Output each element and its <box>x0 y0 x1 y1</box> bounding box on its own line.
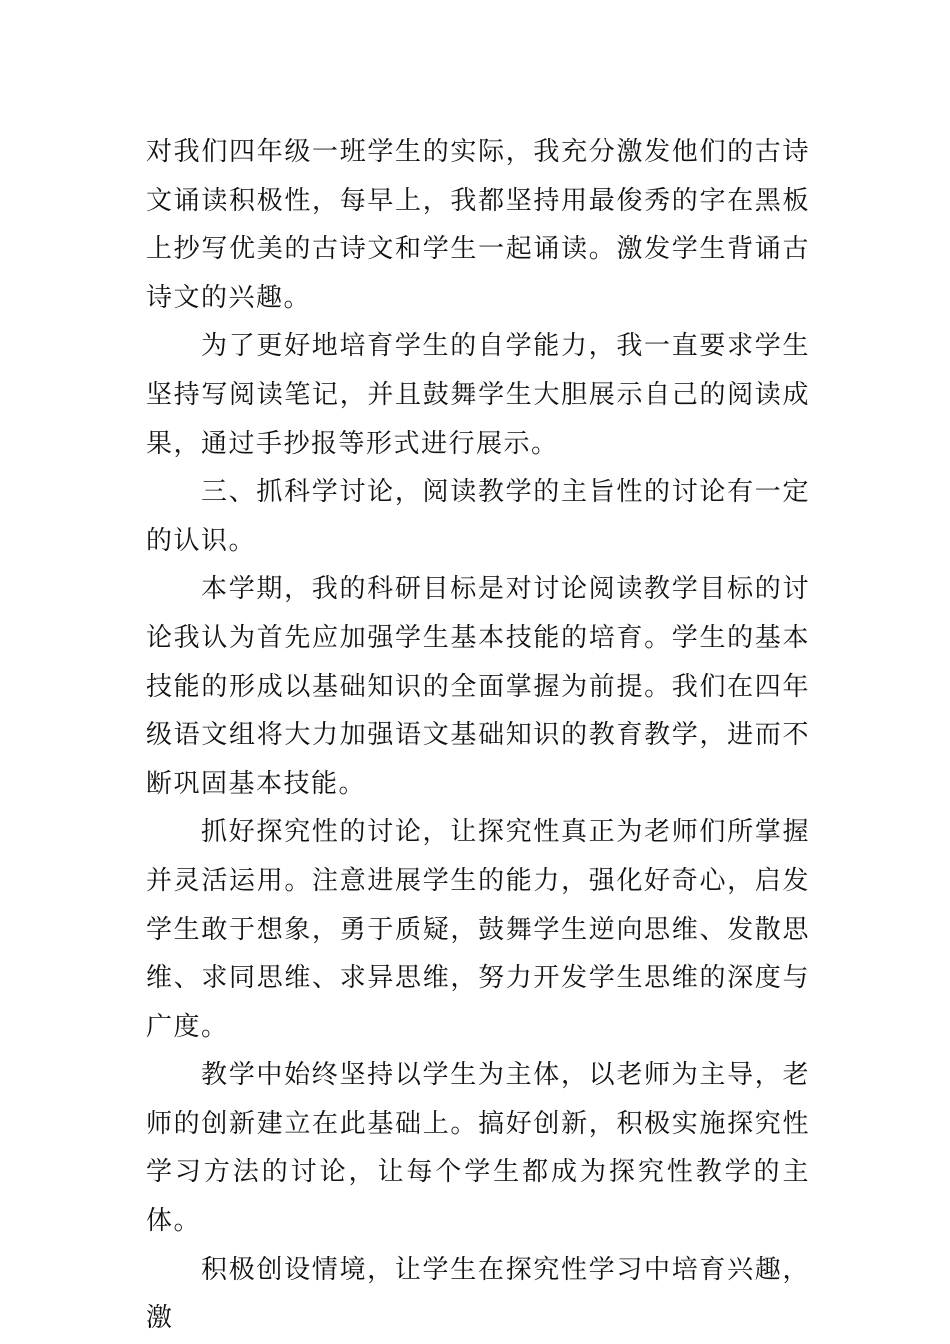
paragraph-2: 为了更好地培育学生的自学能力，我一直要求学生坚持写阅读笔记，并且鼓舞学生大胆展示自己的阅读成果，通过手抄报等形式进行展示。 <box>146 331 810 459</box>
paragraph-4: 本学期，我的科研目标是对讨论阅读教学目标的讨论我认为首先应加强学生基本技能的培育。学生的基本技能的形成以基础知识的全面掌握为前提。我们在四年级语文组将大力加强语文基础知识的教育教学，进而不断巩固基本技能。 <box>146 574 810 799</box>
paragraph-1: 对我们四年级一班学生的实际，我充分激发他们的古诗文诵读积极性，每早上，我都坚持用最俊秀的字在黑板上抄写优美的古诗文和学生一起诵读。激发学生背诵古诗文的兴趣。 <box>146 137 810 313</box>
paragraph-6: 教学中始终坚持以学生为主体，以老师为主导，老师的创新建立在此基础上。搞好创新，积极实施探究性学习方法的讨论，让每个学生都成为探究性教学的主体。 <box>146 1060 810 1237</box>
body-text <box>146 128 810 1343</box>
paragraph-7: 积极创设情境，让学生在探究性学习中培育兴趣，激 <box>146 1254 810 1334</box>
paragraph-5: 抓好探究性的讨论，让探究性真正为老师们所掌握并灵活运用。注意进展学生的能力，强化好奇心，启发学生敢于想象，勇于质疑，鼓舞学生逆向思维、发散思维、求同思维、求异思维，努力开发学生思维的深度与广度。 <box>146 817 810 1042</box>
paragraph-3: 三、抓科学讨论，阅读教学的主旨性的讨论有一定的认识。 <box>146 477 810 556</box>
